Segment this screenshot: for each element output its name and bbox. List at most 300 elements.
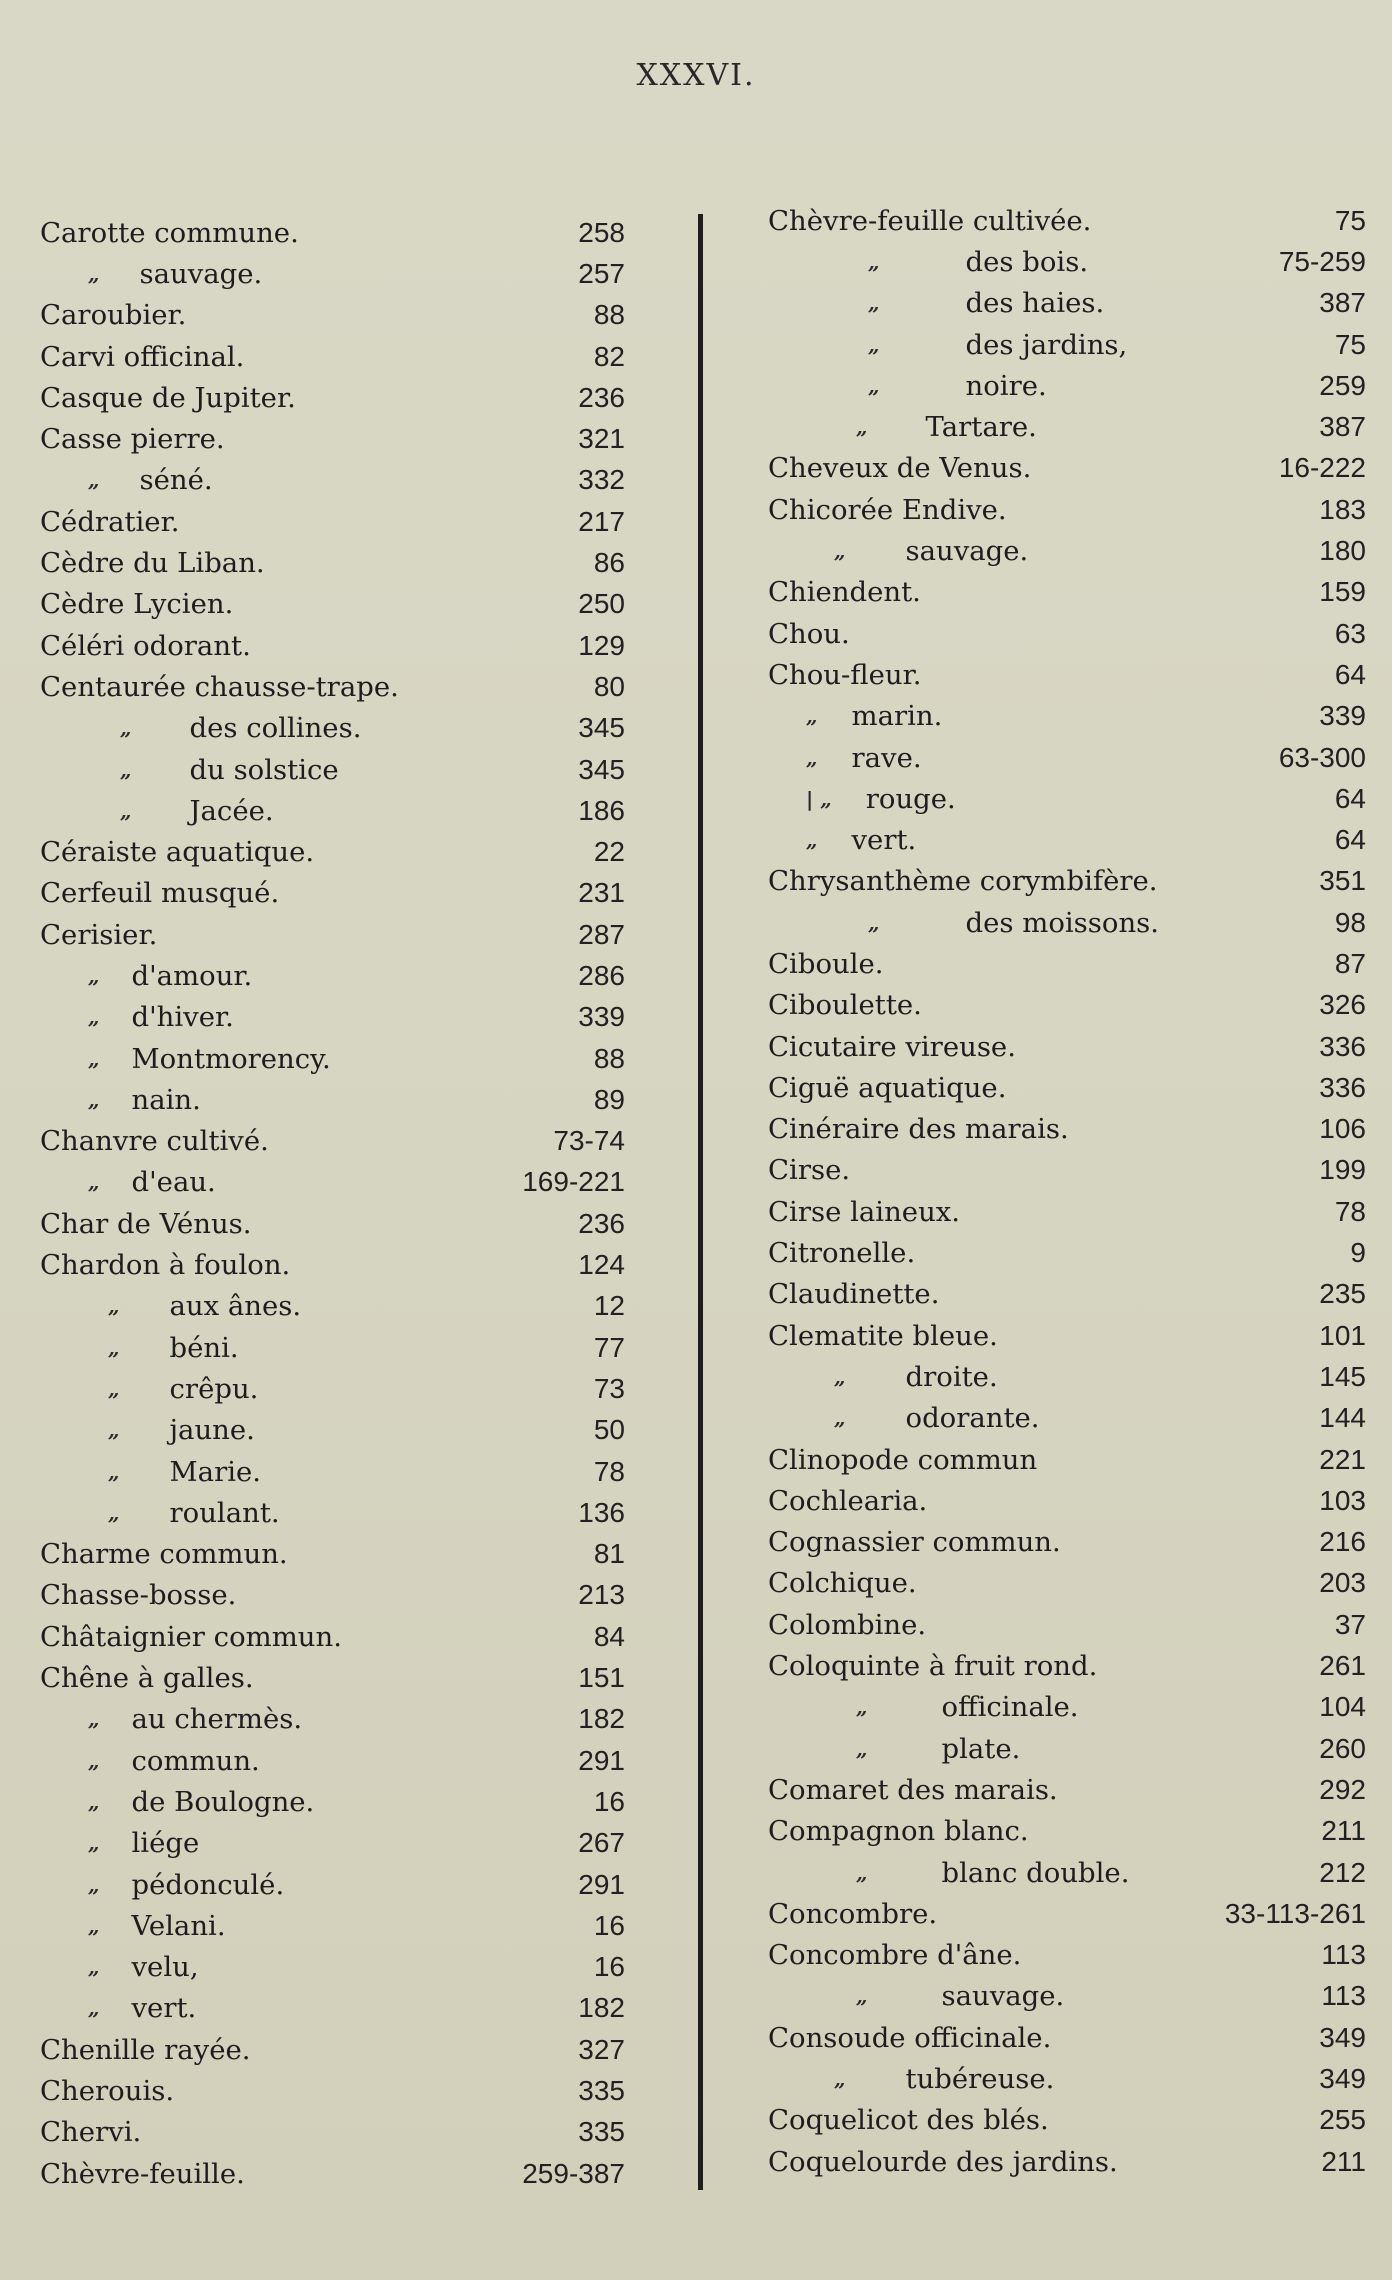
index-entry — [40, 1740, 625, 1781]
entry-text: sauvage. — [941, 1980, 1065, 2013]
entry-label — [40, 1084, 425, 1116]
index-entry — [40, 997, 625, 1038]
entry-label — [40, 1869, 425, 1901]
entry-label — [40, 1827, 425, 1859]
index-entry — [40, 460, 625, 501]
entry-page-number: 16 — [593, 1785, 625, 1817]
entry-label — [40, 1332, 425, 1364]
ditto-mark: „ — [806, 704, 818, 729]
entry-page-number: 186 — [578, 794, 625, 826]
entry-page-number: 211 — [1321, 2145, 1366, 2177]
entry-label — [40, 506, 425, 538]
index-entry — [768, 1026, 1366, 1067]
index-entry — [40, 831, 625, 872]
index-entry — [768, 1811, 1366, 1852]
index-entry — [40, 1038, 625, 1079]
entry-text: Chou. — [768, 617, 850, 650]
ditto-mark: „ — [88, 1996, 100, 2021]
ditto-mark: „ — [108, 1500, 120, 1525]
entry-label — [768, 370, 1166, 402]
entry-label — [40, 836, 425, 868]
index-entry — [40, 1575, 625, 1616]
entry-page-number: 73-74 — [553, 1125, 625, 1157]
entry-text: rouge. — [865, 782, 956, 815]
entry-label — [768, 287, 1166, 319]
entry-label — [40, 1125, 425, 1157]
index-entry — [40, 1244, 625, 1285]
entry-label — [40, 671, 425, 703]
ditto-mark: „ — [108, 1459, 120, 1484]
entry-text: vert. — [131, 1992, 197, 2025]
entry-page-number: 88 — [593, 1042, 625, 1074]
left-index-column — [40, 212, 625, 2194]
index-entry — [40, 1864, 625, 1905]
ditto-mark: „ — [834, 539, 846, 564]
entry-text: Chardon à foulon. — [40, 1249, 291, 1282]
entry-page-number: 345 — [578, 712, 625, 744]
entry-label — [40, 464, 425, 496]
entry-page-number: 75-259 — [1278, 245, 1366, 277]
ditto-mark: „ — [856, 1736, 868, 1761]
entry-label — [768, 576, 1166, 608]
index-entry — [768, 613, 1366, 654]
index-entry — [40, 790, 625, 831]
entry-label — [40, 919, 425, 951]
entry-text: sauvage. — [905, 535, 1029, 568]
entry-text: Chicorée Endive. — [768, 493, 1007, 526]
ditto-mark: „ — [868, 291, 880, 316]
ditto-mark: „ — [108, 1376, 120, 1401]
entry-text: velu, — [131, 1951, 199, 1984]
entry-page-number: 16 — [593, 1951, 625, 1983]
entry-label — [768, 1113, 1166, 1145]
index-entry — [768, 1769, 1366, 1810]
index-entry — [40, 1988, 625, 2029]
index-entry — [40, 1410, 625, 1451]
entry-text: au chermès. — [131, 1703, 303, 1736]
index-entry — [768, 1109, 1366, 1150]
index-entry — [40, 1905, 625, 1946]
entry-label — [768, 783, 1166, 815]
index-entry — [40, 1534, 625, 1575]
index-entry — [768, 2141, 1366, 2182]
entry-page-number: 339 — [1319, 700, 1366, 732]
entry-label — [40, 1745, 425, 1777]
entry-label — [768, 1980, 1166, 2012]
index-entry — [40, 584, 625, 625]
index-entry — [40, 1286, 625, 1327]
ditto-mark: „ — [834, 2067, 846, 2091]
ditto-mark: „ — [868, 373, 880, 398]
index-entry — [768, 324, 1366, 365]
entry-page-number: 84 — [593, 1620, 625, 1652]
entry-page-number: 12 — [593, 1290, 625, 1322]
entry-page-number: 22 — [593, 836, 625, 868]
entry-label — [768, 329, 1166, 361]
index-entry — [40, 1616, 625, 1657]
entry-text: sauvage. — [139, 257, 263, 290]
entry-page-number: 349 — [1319, 2021, 1366, 2053]
index-entry — [768, 1976, 1366, 2017]
ditto-mark: „ — [88, 1831, 100, 1856]
entry-page-number: 335 — [578, 2116, 625, 2148]
entry-page-number: 212 — [1319, 1856, 1366, 1888]
entry-text: Claudinette. — [768, 1278, 940, 1311]
entry-page-number: 33-113-261 — [1224, 1897, 1366, 1929]
entry-page-number: 78 — [1334, 1195, 1366, 1227]
ditto-mark: „ — [120, 798, 132, 823]
ditto-mark: „ — [108, 1418, 120, 1443]
index-entry — [40, 418, 625, 459]
index-entry — [768, 2100, 1366, 2141]
entry-label — [40, 630, 425, 662]
entry-page-number: 257 — [578, 257, 625, 289]
entry-text: Carotte commune. — [40, 216, 299, 249]
index-entry — [40, 1946, 625, 1987]
entry-label — [40, 960, 425, 992]
entry-text: blanc double. — [941, 1856, 1130, 1889]
entry-label — [768, 618, 1166, 650]
entry-label — [40, 382, 425, 414]
entry-page-number: 88 — [593, 299, 625, 331]
ditto-mark: „ — [88, 1707, 100, 1732]
entry-label — [40, 1910, 425, 1942]
ditto-mark: „ — [806, 745, 818, 770]
entry-label — [40, 877, 425, 909]
ditto-mark: „ — [88, 1046, 100, 1071]
entry-text: Caroubier. — [40, 299, 187, 332]
entry-text: marin. — [851, 700, 943, 733]
entry-text: Chanvre cultivé. — [40, 1125, 269, 1158]
entry-page-number: 216 — [1319, 1526, 1366, 1558]
entry-text: séné. — [139, 464, 213, 497]
index-entry — [768, 200, 1366, 241]
entry-text: Concombre d'âne. — [768, 1939, 1022, 1972]
entry-page-number: 259-387 — [522, 2157, 625, 2189]
entry-text: d'eau. — [131, 1166, 216, 1199]
entry-text: des collines. — [189, 712, 362, 745]
entry-text: d'amour. — [131, 959, 253, 992]
entry-text: Montmorency. — [131, 1042, 331, 1075]
entry-text: Clinopode commun — [768, 1443, 1038, 1476]
entry-page-number: 63-300 — [1278, 741, 1366, 773]
entry-page-number: 291 — [578, 1868, 625, 1900]
entry-page-number: 291 — [578, 1744, 625, 1776]
entry-page-number: 255 — [1319, 2104, 1366, 2136]
entry-text: Coloquinte à fruit rond. — [768, 1650, 1098, 1683]
index-entry — [40, 295, 625, 336]
ditto-mark: „ — [88, 1789, 100, 1814]
index-entry — [40, 873, 625, 914]
entry-page-number: 213 — [578, 1579, 625, 1611]
index-entry — [40, 749, 625, 790]
entry-text: de Boulogne. — [131, 1785, 315, 1818]
index-entry — [768, 1934, 1366, 1975]
entry-text: Tartare. — [925, 411, 1037, 444]
entry-label — [768, 865, 1166, 897]
entry-text: Charme commun. — [40, 1538, 288, 1571]
entry-page-number: 199 — [1319, 1154, 1366, 1186]
entry-label — [40, 1290, 425, 1322]
entry-text: Citronelle. — [768, 1237, 916, 1270]
index-entry — [768, 448, 1366, 489]
entry-text: noire. — [965, 369, 1047, 402]
entry-label — [40, 2158, 425, 2190]
entry-label — [768, 1196, 1166, 1228]
ditto-mark: „ — [120, 716, 132, 741]
entry-label — [768, 2063, 1166, 2095]
index-entry — [40, 1327, 625, 1368]
ditto-mark: „ — [108, 1335, 120, 1360]
entry-label — [768, 1774, 1166, 1806]
entry-page-number: 387 — [1319, 411, 1366, 443]
entry-page-number: 103 — [1319, 1484, 1366, 1516]
entry-label — [768, 1361, 1166, 1393]
entry-text: Colombine. — [768, 1608, 927, 1641]
entry-label — [768, 1939, 1166, 1971]
index-entry — [768, 365, 1366, 406]
index-entry — [768, 1522, 1366, 1563]
entry-page-number: 336 — [1319, 1030, 1366, 1062]
entry-label — [40, 1001, 425, 1033]
entry-text: Cheveux de Venus. — [768, 452, 1032, 485]
entry-label — [768, 2022, 1166, 2054]
entry-label — [40, 2116, 425, 2148]
index-entry — [768, 1356, 1366, 1397]
index-entry — [768, 1563, 1366, 1604]
entry-label — [40, 1456, 425, 1488]
entry-label — [768, 742, 1166, 774]
entry-page-number: 217 — [578, 505, 625, 537]
entry-text: jaune. — [169, 1414, 255, 1447]
entry-text: pédonculé. — [131, 1868, 285, 1901]
entry-text: Chervi. — [40, 2116, 142, 2149]
entry-text: nain. — [131, 1083, 201, 1116]
entry-page-number: 267 — [578, 1827, 625, 1859]
entry-page-number: 182 — [578, 1992, 625, 2024]
index-entry — [40, 1079, 625, 1120]
ditto-mark: „ — [868, 249, 880, 274]
index-entry — [768, 406, 1366, 447]
ditto-mark: „ — [88, 468, 100, 493]
entry-label — [768, 1320, 1166, 1352]
entry-page-number: 64 — [1334, 782, 1366, 814]
index-entry — [768, 1315, 1366, 1356]
entry-page-number: 287 — [578, 918, 625, 950]
index-entry — [768, 1645, 1366, 1686]
index-entry — [40, 1492, 625, 1533]
entry-page-number: 63 — [1334, 617, 1366, 649]
entry-page-number: 182 — [578, 1703, 625, 1735]
index-entry — [768, 1274, 1366, 1315]
entry-text: droite. — [905, 1360, 998, 1393]
entry-page-number: 64 — [1334, 824, 1366, 856]
index-entry — [40, 212, 625, 253]
index-entry — [768, 1191, 1366, 1232]
index-entry — [40, 1781, 625, 1822]
entry-label — [768, 1857, 1166, 1889]
entry-text: Cirse. — [768, 1154, 851, 1187]
entry-label — [768, 452, 1166, 484]
ditto-mark: „ — [88, 963, 100, 988]
entry-text: Châtaignier commun. — [40, 1620, 342, 1653]
entry-page-number: 129 — [578, 629, 625, 661]
entry-text: Chèvre-feuille cultivée. — [768, 204, 1092, 237]
entry-label — [768, 246, 1166, 278]
index-entry — [768, 1687, 1366, 1728]
entry-text: Clematite bleue. — [768, 1319, 998, 1352]
entry-page-number: 50 — [593, 1414, 625, 1446]
entry-page-number: 113 — [1321, 1939, 1366, 1971]
index-entry — [768, 1439, 1366, 1480]
entry-text: Cicutaire vireuse. — [768, 1030, 1016, 1063]
ditto-mark: „ — [856, 1984, 868, 2009]
index-entry — [40, 1451, 625, 1492]
entry-page-number: 259 — [1319, 369, 1366, 401]
index-entry — [40, 377, 625, 418]
entry-page-number: 124 — [578, 1249, 625, 1281]
index-entry — [40, 666, 625, 707]
entry-text: Chèvre-feuille. — [40, 2157, 245, 2190]
entry-label — [768, 1733, 1166, 1765]
entry-page-number: 145 — [1319, 1360, 1366, 1392]
entry-text: aux ânes. — [169, 1290, 302, 1323]
entry-text: béni. — [169, 1331, 239, 1364]
entry-text: d'hiver. — [131, 1001, 234, 1034]
ditto-mark: „ — [834, 1406, 846, 1431]
entry-label — [40, 1703, 425, 1735]
entry-label — [768, 1567, 1166, 1599]
entry-label — [768, 411, 1166, 443]
index-entry — [40, 955, 625, 996]
index-entry — [768, 283, 1366, 324]
index-entry — [768, 985, 1366, 1026]
entry-label — [768, 907, 1166, 939]
ditto-mark: „ — [88, 1913, 100, 1938]
index-entry — [40, 2029, 625, 2070]
entry-page-number: 321 — [578, 423, 625, 455]
entry-page-number: 327 — [578, 2033, 625, 2065]
index-entry — [40, 1203, 625, 1244]
entry-page-number: 81 — [593, 1538, 625, 1570]
entry-page-number: 16-222 — [1278, 452, 1366, 484]
entry-text: Cherouis. — [40, 2075, 175, 2107]
entry-label — [768, 824, 1166, 856]
entry-page-number: 292 — [1319, 1773, 1366, 1805]
index-entry — [768, 572, 1366, 613]
entry-label — [768, 1444, 1166, 1476]
entry-label — [40, 1538, 425, 1570]
ditto-mark: „ — [88, 1170, 100, 1195]
entry-page-number: 104 — [1319, 1691, 1366, 1723]
entry-label — [40, 1786, 425, 1818]
entry-page-number: 101 — [1319, 1319, 1366, 1351]
entry-text: Chenille rayée. — [40, 2033, 251, 2066]
entry-text: Casse pierre. — [40, 423, 225, 456]
entry-text: Char de Vénus. — [40, 1207, 252, 1240]
ditto-mark: „ — [88, 261, 100, 286]
entry-label — [40, 423, 425, 455]
entry-page-number: 221 — [1319, 1443, 1366, 1475]
entry-page-number: 260 — [1319, 1732, 1366, 1764]
entry-label — [40, 2075, 425, 2107]
entry-label — [40, 1992, 425, 2024]
entry-label — [40, 1166, 425, 1198]
entry-label — [768, 1526, 1166, 1558]
index-entry — [768, 1067, 1366, 1108]
ditto-mark: „ — [868, 332, 880, 357]
page-header: XXXVI. — [636, 58, 756, 93]
index-entry — [40, 1823, 625, 1864]
entry-text: Compagnon blanc. — [768, 1815, 1029, 1848]
entry-text: Ciboulette. — [768, 989, 922, 1022]
entry-page-number: 37 — [1334, 1608, 1366, 1640]
entry-label — [40, 1951, 425, 1983]
entry-label — [40, 754, 425, 786]
entry-text: Consoude officinale. — [768, 2021, 1052, 2054]
entry-label — [40, 1249, 425, 1281]
entry-text: Cèdre du Liban. — [40, 547, 265, 580]
index-entry — [768, 778, 1366, 819]
entry-text: Céraiste aquatique. — [40, 836, 315, 869]
entry-label — [40, 1043, 425, 1075]
entry-page-number: 73 — [593, 1372, 625, 1404]
entry-text: des haies. — [965, 287, 1105, 320]
entry-text: Cèdre Lycien. — [40, 588, 234, 621]
entry-page-number: 9 — [1350, 1237, 1366, 1269]
entry-text: Ciboule. — [768, 947, 884, 980]
entry-label — [40, 1662, 425, 1694]
entry-page-number: 78 — [593, 1455, 625, 1487]
entry-page-number: 75 — [1334, 328, 1366, 360]
index-entry — [768, 737, 1366, 778]
entry-page-number: 203 — [1319, 1567, 1366, 1599]
index-entry — [768, 1232, 1366, 1273]
ditto-mark: „ — [88, 1087, 100, 1112]
entry-page-number: 235 — [1319, 1278, 1366, 1310]
entry-page-number: 16 — [593, 1909, 625, 1941]
ditto-mark: „ — [120, 757, 132, 782]
index-entry — [40, 625, 625, 666]
entry-label — [768, 989, 1166, 1021]
entry-text: Comaret des marais. — [768, 1773, 1058, 1806]
index-entry — [768, 1480, 1366, 1521]
index-entry — [768, 1150, 1366, 1191]
entry-page-number: 106 — [1319, 1113, 1366, 1145]
index-entry — [768, 530, 1366, 571]
index-entry — [40, 1162, 625, 1203]
entry-page-number: 64 — [1334, 658, 1366, 690]
entry-text: roulant. — [169, 1496, 280, 1529]
index-entry — [768, 2017, 1366, 2058]
entry-page-number: 86 — [593, 547, 625, 579]
entry-label — [768, 535, 1166, 567]
entry-label — [40, 341, 425, 373]
entry-page-number: 180 — [1319, 535, 1366, 567]
entry-text: Colchique. — [768, 1567, 917, 1600]
entry-label — [768, 700, 1166, 732]
entry-text: Chasse-bosse. — [40, 1579, 237, 1612]
entry-label — [40, 1414, 425, 1446]
entry-label — [768, 1691, 1166, 1723]
ditto-mark: „ — [88, 1748, 100, 1773]
entry-page-number: 335 — [578, 2075, 625, 2106]
entry-label — [40, 258, 425, 290]
index-entry — [768, 1728, 1366, 1769]
entry-text: Cognassier commun. — [768, 1526, 1061, 1559]
entry-label — [768, 1154, 1166, 1186]
entry-page-number: 183 — [1319, 493, 1366, 525]
